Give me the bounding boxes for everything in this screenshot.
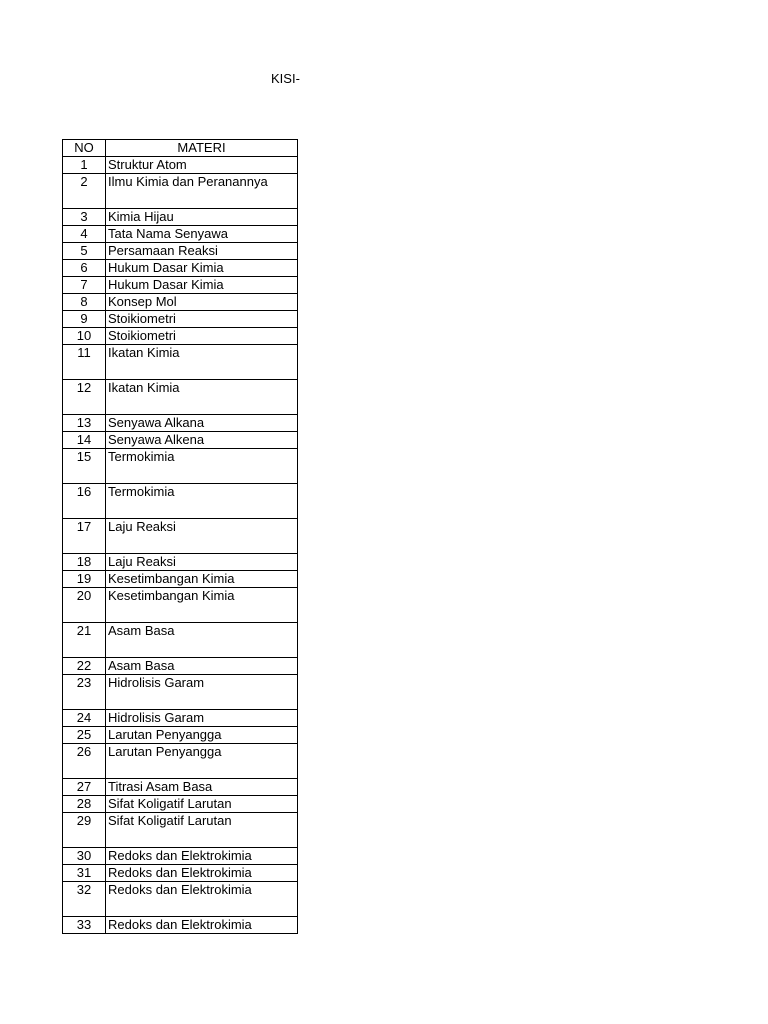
- cell-materi: Sifat Koligatif Larutan: [106, 796, 298, 813]
- table-row: [63, 623, 298, 658]
- cell-no: 30: [63, 848, 106, 865]
- cell-no: 23: [63, 675, 106, 710]
- cell-materi: Hidrolisis Garam: [106, 710, 298, 727]
- table-row: [63, 779, 298, 796]
- cell-no: 28: [63, 796, 106, 813]
- cell-no: 9: [63, 311, 106, 328]
- table-row: [63, 813, 298, 848]
- table-row: [63, 710, 298, 727]
- cell-no: 27: [63, 779, 106, 796]
- cell-materi: Redoks dan Elektrokimia: [106, 865, 298, 882]
- table-row: [63, 415, 298, 432]
- table-row: [63, 658, 298, 675]
- cell-materi: Tata Nama Senyawa: [106, 226, 298, 243]
- cell-no: 33: [63, 917, 106, 934]
- cell-no: 31: [63, 865, 106, 882]
- table-row: [63, 744, 298, 779]
- cell-materi: Hidrolisis Garam: [106, 675, 298, 710]
- table-row: [63, 432, 298, 449]
- table-body: [63, 157, 298, 934]
- cell-materi: Laju Reaksi: [106, 554, 298, 571]
- cell-materi: Kesetimbangan Kimia: [106, 588, 298, 623]
- cell-materi: Hukum Dasar Kimia: [106, 277, 298, 294]
- table-row: [63, 328, 298, 345]
- cell-no: 20: [63, 588, 106, 623]
- cell-no: 8: [63, 294, 106, 311]
- table-row: [63, 209, 298, 226]
- table-row: [63, 174, 298, 209]
- table-row: [63, 484, 298, 519]
- cell-materi: Stoikiometri: [106, 328, 298, 345]
- column-header-no: NO: [63, 140, 106, 157]
- cell-no: 4: [63, 226, 106, 243]
- cell-materi: Kesetimbangan Kimia: [106, 571, 298, 588]
- cell-materi: Senyawa Alkana: [106, 415, 298, 432]
- table-row: [63, 243, 298, 260]
- table-row: [63, 917, 298, 934]
- cell-no: 18: [63, 554, 106, 571]
- table-row: [63, 277, 298, 294]
- cell-no: 5: [63, 243, 106, 260]
- table-row: [63, 449, 298, 484]
- cell-no: 15: [63, 449, 106, 484]
- table-row: [63, 519, 298, 554]
- cell-materi: Konsep Mol: [106, 294, 298, 311]
- cell-materi: Hukum Dasar Kimia: [106, 260, 298, 277]
- table-row: [63, 294, 298, 311]
- cell-materi: Ilmu Kimia dan Peranannya: [106, 174, 298, 209]
- cell-materi: Kimia Hijau: [106, 209, 298, 226]
- table-row: [63, 727, 298, 744]
- cell-materi: Termokimia: [106, 449, 298, 484]
- table-row: [63, 260, 298, 277]
- page-title: KISI-: [271, 71, 300, 86]
- cell-no: 24: [63, 710, 106, 727]
- table-row: [63, 796, 298, 813]
- cell-no: 13: [63, 415, 106, 432]
- cell-no: 1: [63, 157, 106, 174]
- column-header-materi: MATERI: [106, 140, 298, 157]
- cell-no: 10: [63, 328, 106, 345]
- cell-no: 11: [63, 345, 106, 380]
- cell-materi: Redoks dan Elektrokimia: [106, 882, 298, 917]
- table-row: [63, 380, 298, 415]
- cell-materi: Redoks dan Elektrokimia: [106, 848, 298, 865]
- cell-materi: Titrasi Asam Basa: [106, 779, 298, 796]
- cell-no: 32: [63, 882, 106, 917]
- table-row: [63, 157, 298, 174]
- table-row: [63, 848, 298, 865]
- cell-no: 6: [63, 260, 106, 277]
- cell-materi: Larutan Penyangga: [106, 727, 298, 744]
- cell-materi: Struktur Atom: [106, 157, 298, 174]
- table-row: [63, 345, 298, 380]
- table-row: [63, 571, 298, 588]
- table-row: [63, 226, 298, 243]
- cell-materi: Sifat Koligatif Larutan: [106, 813, 298, 848]
- cell-materi: Persamaan Reaksi: [106, 243, 298, 260]
- cell-materi: Redoks dan Elektrokimia: [106, 917, 298, 934]
- cell-materi: Ikatan Kimia: [106, 345, 298, 380]
- cell-no: 12: [63, 380, 106, 415]
- cell-no: 3: [63, 209, 106, 226]
- cell-no: 2: [63, 174, 106, 209]
- cell-no: 26: [63, 744, 106, 779]
- cell-no: 14: [63, 432, 106, 449]
- cell-no: 16: [63, 484, 106, 519]
- table-row: [63, 554, 298, 571]
- cell-no: 22: [63, 658, 106, 675]
- cell-materi: Senyawa Alkena: [106, 432, 298, 449]
- cell-materi: Termokimia: [106, 484, 298, 519]
- cell-no: 21: [63, 623, 106, 658]
- cell-no: 17: [63, 519, 106, 554]
- table-row: [63, 588, 298, 623]
- cell-materi: Ikatan Kimia: [106, 380, 298, 415]
- table-header-row: [63, 140, 298, 157]
- table-row: [63, 675, 298, 710]
- cell-no: 25: [63, 727, 106, 744]
- table-row: [63, 865, 298, 882]
- cell-materi: Asam Basa: [106, 658, 298, 675]
- table-row: [63, 311, 298, 328]
- cell-no: 19: [63, 571, 106, 588]
- cell-no: 29: [63, 813, 106, 848]
- cell-no: 7: [63, 277, 106, 294]
- cell-materi: Stoikiometri: [106, 311, 298, 328]
- kisi-table: [62, 139, 298, 934]
- table-row: [63, 882, 298, 917]
- cell-materi: Asam Basa: [106, 623, 298, 658]
- cell-materi: Laju Reaksi: [106, 519, 298, 554]
- cell-materi: Larutan Penyangga: [106, 744, 298, 779]
